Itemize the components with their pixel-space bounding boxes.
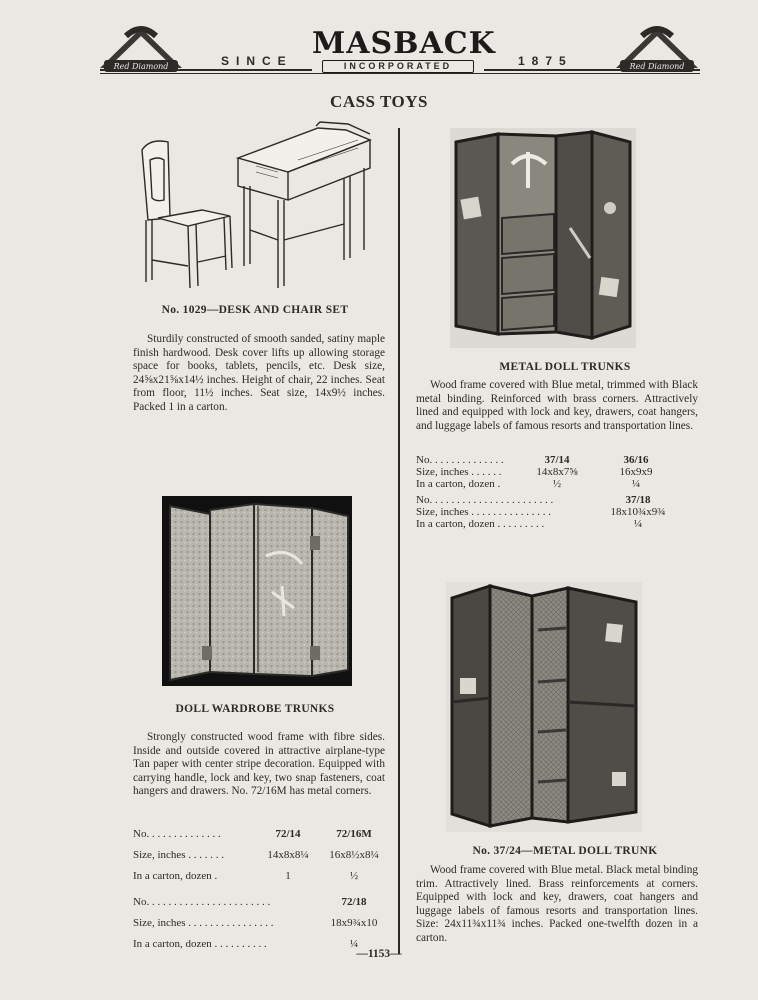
table-cell: 72/14: [275, 828, 301, 840]
table-cell: 37/14: [544, 454, 570, 466]
row-label: Size, inches . . . . . . . . . . . . . . .: [416, 506, 552, 518]
desk-description: Sturdily constructed of smooth sanded, satiny maple finish hardwood. Desk cover lifts up allowing storage space for books, tablets, pencils, etc. Desk size, 24⅝x21⅝x14½ inches. Height of chair, 22 inches. Seat from floor, 11½ inches. Seat size, 14x9½ inches. Packed 1 in a carton.: [133, 333, 385, 413]
column-divider: [398, 128, 400, 954]
table-cell: ¼: [633, 518, 643, 530]
trunk-3724-description: Wood frame covered with Blue metal. Black metal binding trim. Attractively lined. Brass reinforcements at corners. Equipped with lock and key, drawers, coat hangers and luggage labels of famous resorts and transportation lines. Size: 24x11¾x11¾ inches. Packed one-twelfth dozen in a carton.: [416, 864, 698, 944]
emblem-text: Red Diamond: [629, 62, 685, 71]
row-label: In a carton, dozen .: [416, 478, 501, 490]
table-cell: 14x8x8¼: [267, 849, 309, 861]
row-label: No. . . . . . . . . . . . . . . . . . . . . . .: [416, 494, 554, 506]
table-cell: 1: [285, 870, 291, 882]
row-label: Size, inches . . . . . . . . . . . . . . . .: [133, 917, 274, 929]
table-cell: ½: [552, 478, 562, 490]
row-label: In a carton, dozen . . . . . . . . . .: [133, 938, 267, 950]
row-label: Size, inches . . . . . . .: [133, 849, 225, 861]
row-label: Size, inches . . . . . .: [416, 466, 502, 478]
table-row: [133, 824, 385, 845]
table-cell: 72/16M: [336, 828, 372, 840]
table-row: [416, 466, 682, 478]
wardrobe-spec-table-2: [133, 892, 385, 955]
metal-doll-trunk-photo: [450, 128, 636, 348]
table-cell: ½: [349, 870, 359, 882]
table-row: [416, 494, 682, 506]
since-label: SINCE: [217, 54, 297, 68]
table-cell: 16x9x9: [619, 466, 653, 478]
year-label: 1875: [514, 54, 577, 68]
row-label: In a carton, dozen .: [133, 870, 218, 882]
wardrobe-spec-table-1: [133, 824, 385, 887]
page-title: CASS TOYS: [330, 92, 428, 111]
doll-wardrobe-trunk-photo: [162, 496, 352, 686]
trunk-3724-caption: No. 37/24—METAL DOLL TRUNK: [472, 845, 658, 857]
incorporated-label: INCORPORATED: [322, 60, 474, 73]
table-cell: 18x9¾x10: [330, 917, 378, 929]
metal-doll-trunk-3724-photo: [446, 582, 642, 832]
table-row: [416, 506, 682, 518]
table-cell: 14x8x7⅝: [536, 466, 578, 478]
wardrobe-description: Strongly constructed wood frame with fibre sides. Inside and outside covered in attractive airplane-type Tan paper with center stripe decoration. Equipped with carrying handle, lock and key, two snap fasteners, coat hangers and drawers. No. 72/16M has metal corners.: [133, 731, 385, 798]
table-row: [133, 892, 385, 913]
table-row: [416, 478, 682, 490]
page-number: —1153—: [356, 948, 402, 960]
table-cell: 36/16: [623, 454, 649, 466]
desk-caption: No. 1029—DESK AND CHAIR SET: [161, 304, 349, 316]
table-row: [133, 913, 385, 934]
red-diamond-emblem-left: [96, 22, 186, 78]
metal-trunks-spec-table-2: [416, 494, 682, 530]
brand-logo: [312, 26, 496, 72]
metal-doll-trunks-caption: METAL DOLL TRUNKS: [499, 361, 631, 373]
row-label: In a carton, dozen . . . . . . . . .: [416, 518, 545, 530]
red-diamond-emblem-right: [612, 22, 702, 78]
table-cell: ¼: [631, 478, 641, 490]
wardrobe-caption: DOLL WARDROBE TRUNKS: [175, 703, 335, 715]
table-cell: 16x8½x8¼: [329, 849, 379, 861]
emblem-text: Red Diamond: [113, 62, 169, 71]
table-cell: 18x10¾x9¾: [610, 506, 666, 518]
table-cell: 72/18: [341, 896, 367, 908]
table-row: [416, 454, 682, 466]
row-label: No. . . . . . . . . . . . . .: [133, 828, 221, 840]
table-cell: ¼: [349, 938, 359, 950]
table-row: [133, 866, 385, 887]
desk-chair-illustration: [138, 120, 378, 292]
table-row: [416, 518, 682, 530]
header-rule-thin: [100, 73, 700, 74]
row-label: No. . . . . . . . . . . . . .: [416, 454, 504, 466]
brand-name: MASBACK: [312, 26, 496, 61]
metal-doll-trunks-description: Wood frame covered with Blue metal, trimmed with Black metal binding. Reinforced with brass corners. Attractively lined and equipped with lock and key, drawers, coat hangers, and luggage labels of famous resorts and transportation lines.: [416, 379, 698, 432]
table-cell: 37/18: [625, 494, 651, 506]
metal-trunks-spec-table-1: [416, 454, 682, 490]
table-row: [133, 845, 385, 866]
row-label: No. . . . . . . . . . . . . . . . . . . . . . .: [133, 896, 271, 908]
